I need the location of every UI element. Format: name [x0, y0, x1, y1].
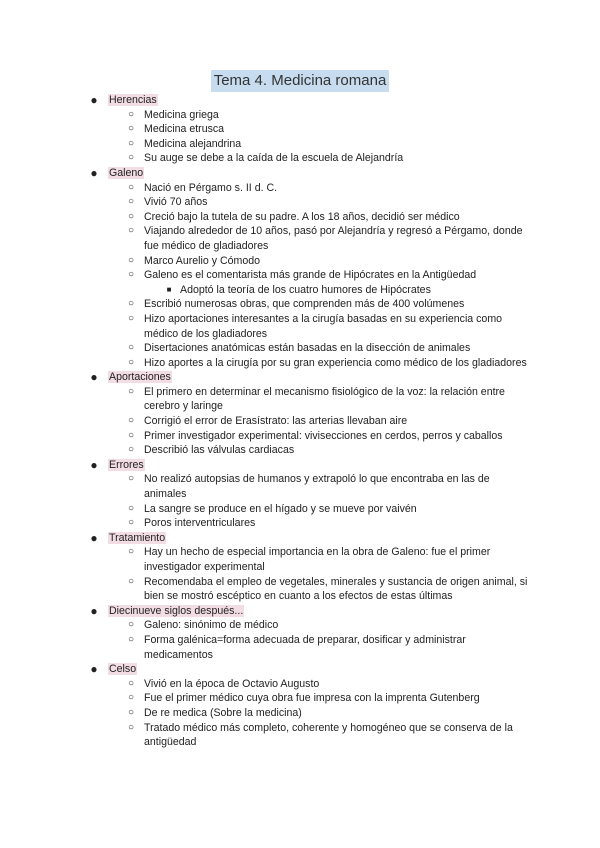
bullet-circle-icon: ○: [127, 721, 135, 733]
list-item-text: La sangre se produce en el hígado y se mueve por vaivén: [144, 502, 417, 515]
bullet-circle-icon: ○: [127, 444, 135, 456]
list-item: [0, 414, 600, 429]
list-item-text: Disertaciones anatómicas están basadas en la disección de animales: [144, 342, 471, 355]
list-item-text: Recomendaba el empleo de vegetales, minerales y sustancia de origen animal, si bien se mostró escéptico en cuanto a los efectos de estas últimas: [144, 575, 528, 603]
bullet-circle-icon: ○: [127, 181, 135, 193]
list-item-text: Galeno es el comentarista más grande de Hipócrates en la Antigüedad: [144, 269, 477, 282]
list-item: [0, 706, 600, 721]
bullet-circle-icon: ○: [127, 356, 135, 368]
bullet-circle-icon: ○: [127, 254, 135, 266]
section-heading: [0, 662, 600, 677]
bullet-circle-icon: ○: [127, 342, 135, 354]
section-heading-text: Herencias: [109, 94, 157, 106]
bullet-circle-icon: ○: [127, 152, 135, 164]
bullet-circle-icon: ○: [127, 123, 135, 135]
list-item: [0, 210, 600, 225]
list-item: [0, 472, 600, 501]
bullet-disc-icon: ●: [90, 662, 98, 677]
bullet-circle-icon: ○: [127, 677, 135, 689]
list-item-text: Hizo aportaciones interesantes a la cirugía basadas en su experiencia como médico de los gladiadores: [144, 312, 503, 340]
list-item: [0, 545, 600, 574]
list-item: [0, 268, 600, 283]
list-item: [0, 122, 600, 137]
list-item: [0, 108, 600, 123]
section-heading-text: Tratamiento: [109, 531, 166, 544]
bullet-circle-icon: ○: [127, 312, 135, 324]
list-item-text: Hizo aportes a la cirugía por su gran experiencia como médico de los gladiadores: [144, 356, 527, 369]
section-heading: [0, 458, 600, 473]
bullet-circle-icon: ○: [127, 473, 135, 485]
list-item: [0, 443, 600, 458]
list-item-text: Poros interventriculares: [144, 517, 256, 530]
bullet-circle-icon: ○: [127, 619, 135, 631]
title-wrap: [0, 70, 600, 92]
list-item-text: De re medica (Sobre la medicina): [144, 706, 302, 719]
bullet-circle-icon: ○: [127, 137, 135, 149]
list-item: [0, 297, 600, 312]
list-item-text: El primero en determinar el mecanismo fisiológico de la voz: la relación entre cerebro y laringe: [144, 385, 505, 413]
bullet-circle-icon: ○: [127, 415, 135, 427]
list-item-text: Su auge se debe a la caída de la escuela de Alejandría: [144, 152, 404, 165]
list-item: [0, 618, 600, 633]
list-item-text: Medicina griega: [144, 108, 219, 121]
list-item-text: Nació en Pérgamo s. II d. C.: [144, 181, 278, 194]
section-heading: [0, 93, 600, 108]
bullet-circle-icon: ○: [127, 706, 135, 718]
bullet-circle-icon: ○: [127, 196, 135, 208]
bullet-circle-icon: ○: [127, 108, 135, 120]
list-item-text: Tratado médico más completo, coherente y homogéneo que se conserva de la antigüedad: [144, 721, 513, 749]
list-item-text: Fue el primer médico cuya obra fue impresa con la imprenta Gutenberg: [144, 692, 480, 705]
bullet-disc-icon: ●: [90, 370, 98, 385]
bullet-disc-icon: ●: [90, 165, 98, 180]
bullet-disc-icon: ●: [90, 603, 98, 618]
list-item: [0, 137, 600, 152]
list-item-text: Marco Aurelio y Cómodo: [144, 254, 260, 267]
bullet-circle-icon: ○: [127, 429, 135, 441]
section-heading: [0, 370, 600, 385]
list-item-text: Forma galénica=forma adecuada de preparar, dosificar y administrar medicamentos: [144, 633, 466, 661]
list-item: [0, 575, 600, 604]
list-item: [0, 341, 600, 356]
bullet-circle-icon: ○: [127, 633, 135, 645]
bullet-circle-icon: ○: [127, 502, 135, 514]
list-item: [0, 516, 600, 531]
page-title: Tema 4. Medicina romana: [211, 70, 390, 92]
sub-list-item: [0, 283, 600, 298]
list-item-text: Describió las válvulas cardiacas: [144, 444, 295, 457]
list-item: [0, 224, 600, 253]
list-item-text: Galeno: sinónimo de médico: [144, 619, 279, 632]
bullet-circle-icon: ○: [127, 546, 135, 558]
section-heading-text: Celso: [109, 663, 137, 676]
list-item-text: Vivió en la época de Octavio Augusto: [144, 677, 320, 690]
list-item: [0, 385, 600, 414]
list-item: [0, 356, 600, 371]
list-item: [0, 502, 600, 517]
list-item: [0, 195, 600, 210]
list-item: [0, 691, 600, 706]
list-item: [0, 312, 600, 341]
list-item-text: Vivió 70 años: [144, 196, 208, 209]
section-heading: [0, 531, 600, 546]
bullet-circle-icon: ○: [127, 385, 135, 397]
list-item: [0, 721, 600, 750]
section-heading-text: Aportaciones: [109, 371, 171, 384]
list-item: [0, 429, 600, 444]
list-item: [0, 254, 600, 269]
section-heading-text: Diecinueve siglos después...: [109, 604, 244, 617]
list-item-text: Corrigió el error de Erasístrato: las arterias llevaban aire: [144, 415, 408, 428]
list-item: [0, 633, 600, 662]
list-item-text: Creció bajo la tutela de su padre. A los 18 años, decidió ser médico: [144, 210, 460, 223]
outline-list: [0, 93, 600, 750]
section-heading-text: Errores: [109, 458, 144, 471]
list-item-text: Escribió numerosas obras, que comprenden más de 400 volúmenes: [144, 298, 465, 311]
bullet-circle-icon: ○: [127, 298, 135, 310]
list-item-text: Viajando alrededor de 10 años, pasó por Alejandría y regresó a Pérgamo, donde fue médico de gladiadores: [144, 225, 523, 252]
bullet-circle-icon: ○: [127, 225, 135, 237]
list-item: [0, 151, 600, 166]
sub-list-item-text: Adoptó la teoría de los cuatro humores de Hipócrates: [180, 283, 431, 296]
list-item: [0, 677, 600, 692]
list-item-text: Primer investigador experimental: vivisecciones en cerdos, perros y caballos: [144, 429, 503, 442]
list-item: [0, 181, 600, 196]
section-heading: [0, 604, 600, 619]
bullet-disc-icon: ●: [90, 530, 98, 545]
section-heading: [0, 166, 600, 181]
list-item-text: Medicina etrusca: [144, 123, 225, 136]
list-item-text: Hay un hecho de especial importancia en la obra de Galeno: fue el primer investigador experimental: [144, 546, 491, 573]
section-heading-text: Galeno: [109, 166, 144, 179]
bullet-square-icon: ■: [166, 284, 172, 294]
list-item-text: No realizó autopsias de humanos y extrapoló lo que encontraba en las de animales: [144, 473, 490, 501]
bullet-circle-icon: ○: [127, 692, 135, 704]
list-item-text: Medicina alejandrina: [144, 137, 242, 150]
bullet-circle-icon: ○: [127, 269, 135, 281]
bullet-circle-icon: ○: [127, 210, 135, 222]
bullet-disc-icon: ●: [90, 457, 98, 472]
bullet-circle-icon: ○: [127, 575, 135, 587]
bullet-circle-icon: ○: [127, 517, 135, 529]
bullet-disc-icon: ●: [90, 93, 98, 107]
